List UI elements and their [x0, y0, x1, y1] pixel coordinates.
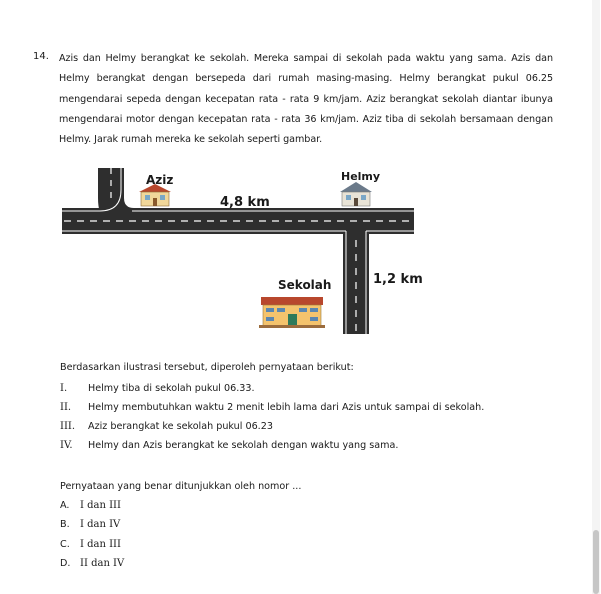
statement-number: I. — [60, 383, 68, 394]
vertical-scrollbar[interactable] — [592, 0, 600, 594]
aziz-house-icon — [139, 184, 171, 206]
question-line: mengendarai sepeda dengan kecepatan rata - rata 9 km/jam. Aziz berangkat sekolah diantar ibunya — [59, 93, 553, 105]
statement-text: Helmy membutuhkan waktu 2 menit lebih lama dari Azis untuk sampai di sekolah. — [88, 402, 485, 413]
question-line: Helmy. Jarak rumah mereka ke sekolah seperti gambar. — [59, 134, 323, 146]
answer-prompt: Pernyataan yang benar ditunjukkan oleh nomor ... — [60, 481, 302, 492]
helmy-label: Helmy — [341, 170, 381, 183]
distance-aziz-to-junction: 4,8 km — [220, 195, 270, 210]
statement-number: IV. — [60, 440, 73, 451]
option-text: I dan III — [80, 500, 121, 511]
school-building-icon — [259, 297, 325, 328]
option-letter: B. — [60, 519, 70, 530]
scrollbar-thumb[interactable] — [593, 530, 599, 594]
question-line: mengendarai motor dengan kecepatan rata - rata 36 km/jam. Aziz tiba di sekolah bersamaan dengan — [59, 113, 553, 125]
statement-number: II. — [60, 402, 72, 413]
question-number: 14. — [33, 51, 49, 62]
answer-option-d[interactable] — [60, 558, 124, 572]
school-label: Sekolah — [278, 278, 332, 292]
statements-intro: Berdasarkan ilustrasi tersebut, diperoleh pernyataan berikut: — [60, 362, 354, 373]
answer-option-b[interactable] — [60, 519, 120, 533]
statement-text: Helmy tiba di sekolah pukul 06.33. — [88, 383, 255, 394]
route-illustration — [62, 168, 423, 334]
option-text: I dan III — [80, 539, 121, 550]
option-letter: C. — [60, 539, 70, 550]
option-letter: D. — [60, 558, 71, 569]
question-line: Helmy berangkat dengan bersepeda dari rumah masing-masing. Helmy berangkat pukul 06.25 — [59, 73, 553, 85]
option-letter: A. — [60, 500, 70, 511]
option-text: I dan IV — [80, 519, 121, 530]
road-map — [62, 168, 423, 334]
option-text: II dan IV — [80, 558, 125, 569]
question-text — [59, 49, 553, 150]
statement-text: Aziz berangkat ke sekolah pukul 06.23 — [88, 421, 273, 432]
helmy-house-icon — [340, 182, 372, 206]
statement-number: III. — [60, 421, 76, 432]
distance-junction-to-school: 1,2 km — [373, 272, 423, 287]
statement-text: Helmy dan Azis berangkat ke sekolah dengan waktu yang sama. — [88, 440, 399, 451]
aziz-label: Aziz — [146, 173, 174, 187]
question-line: Azis dan Helmy berangkat ke sekolah. Mereka sampai di sekolah pada waktu yang sama. Azis dan — [59, 53, 553, 64]
answer-option-c[interactable] — [60, 539, 121, 553]
answer-option-a[interactable] — [60, 500, 121, 514]
